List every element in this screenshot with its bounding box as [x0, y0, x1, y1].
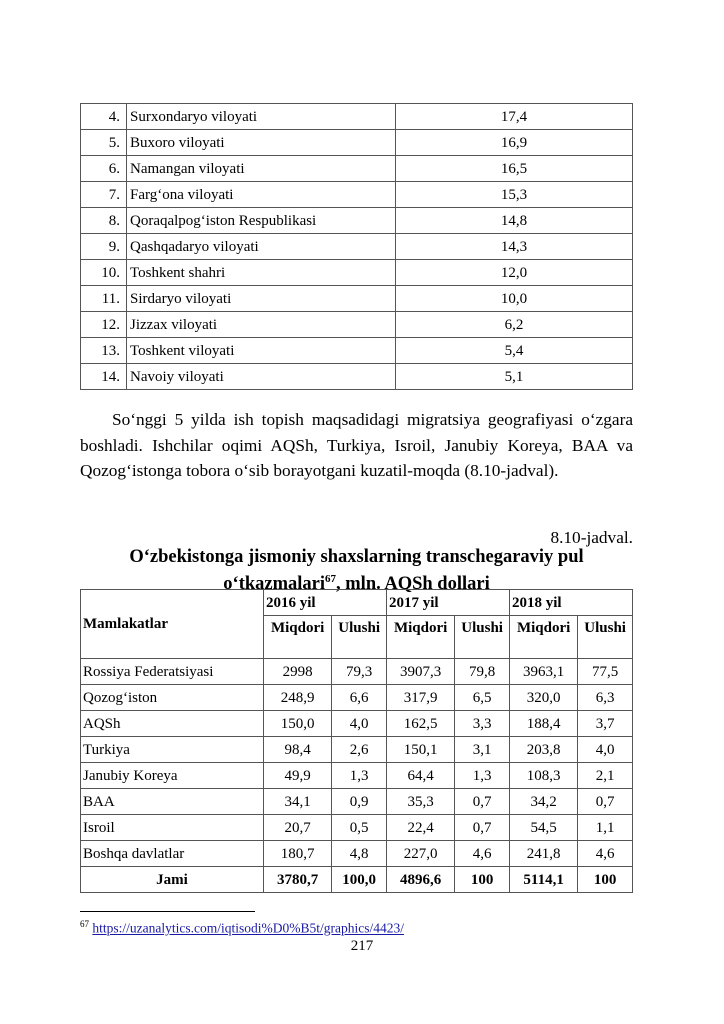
table-row — [81, 659, 633, 685]
country-name: Boshqa davlatlar — [81, 841, 264, 867]
region-value: 10,0 — [396, 286, 633, 312]
header-share: Ulushi — [332, 616, 387, 659]
amount-cell: 150,0 — [264, 711, 332, 737]
share-cell: 1,3 — [332, 763, 387, 789]
country-name: Qozog‘iston — [81, 685, 264, 711]
amount-cell: 227,0 — [386, 841, 454, 867]
share-cell: 4,0 — [332, 711, 387, 737]
share-cell: 4,0 — [578, 737, 633, 763]
region-name: Qoraqalpog‘iston Respublikasi — [127, 208, 396, 234]
title-line-1: O‘zbekistonga jismoniy shaxslarning transchegaraviy pul — [129, 547, 584, 567]
table-caption: 8.10-jadval. — [550, 528, 633, 547]
amount-cell: 320,0 — [509, 685, 577, 711]
amount-cell: 34,1 — [264, 789, 332, 815]
header-amount: Miqdori — [264, 616, 332, 659]
amount-cell: 64,4 — [386, 763, 454, 789]
region-name: Navoiy viloyati — [127, 364, 396, 390]
region-name: Qashqadaryo viloyati — [127, 234, 396, 260]
region-value: 5,1 — [396, 364, 633, 390]
share-cell: 0,9 — [332, 789, 387, 815]
table-row — [81, 789, 633, 815]
row-number: 11. — [81, 286, 127, 312]
country-name: Janubiy Koreya — [81, 763, 264, 789]
amount-cell: 98,4 — [264, 737, 332, 763]
share-cell: 0,5 — [332, 815, 387, 841]
share-cell: 0,7 — [578, 789, 633, 815]
amount-cell: 108,3 — [509, 763, 577, 789]
header-share: Ulushi — [578, 616, 633, 659]
region-name: Jizzax viloyati — [127, 312, 396, 338]
share-cell: 100,0 — [332, 867, 387, 893]
body-paragraph: So‘nggi 5 yilda ish topish maqsadidagi migratsiya geografiyasi o‘zgara boshladi. Ishchilar oqimi AQSh, Turkiya, Isroil, Janubiy Koreya, BAA va Qozog‘istonga tobora o‘sib borayotgani kuzatil-moqda (8.10-jadval). — [80, 410, 633, 480]
share-cell: 4,8 — [332, 841, 387, 867]
region-value: 14,8 — [396, 208, 633, 234]
table-row — [81, 711, 633, 737]
table-title — [80, 546, 633, 595]
share-cell: 0,7 — [455, 815, 510, 841]
amount-cell: 180,7 — [264, 841, 332, 867]
country-name: Rossiya Federatsiyasi — [81, 659, 264, 685]
share-cell: 3,7 — [578, 711, 633, 737]
amount-cell: 162,5 — [386, 711, 454, 737]
header-year: 2016 yil — [264, 590, 387, 616]
table-row — [81, 130, 633, 156]
amount-cell: 248,9 — [264, 685, 332, 711]
table-row — [81, 338, 633, 364]
share-cell: 79,8 — [455, 659, 510, 685]
table-row — [81, 260, 633, 286]
share-cell: 2,6 — [332, 737, 387, 763]
country-name: Turkiya — [81, 737, 264, 763]
table-row — [81, 841, 633, 867]
country-name: AQSh — [81, 711, 264, 737]
header-year: 2017 yil — [386, 590, 509, 616]
total-row — [81, 867, 633, 893]
region-value: 17,4 — [396, 104, 633, 130]
header-countries: Mamlakatlar — [81, 590, 264, 659]
table-row — [81, 208, 633, 234]
row-number: 13. — [81, 338, 127, 364]
table-row — [81, 763, 633, 789]
amount-cell: 2998 — [264, 659, 332, 685]
footnote — [80, 919, 404, 937]
region-value: 15,3 — [396, 182, 633, 208]
table-row — [81, 312, 633, 338]
header-amount: Miqdori — [386, 616, 454, 659]
header-amount: Miqdori — [509, 616, 577, 659]
title-line-2-rest: , mln. AQSh dollari — [336, 574, 490, 595]
amount-cell: 34,2 — [509, 789, 577, 815]
table-row — [81, 815, 633, 841]
regions-table — [80, 103, 633, 390]
row-number: 7. — [81, 182, 127, 208]
region-name: Farg‘ona viloyati — [127, 182, 396, 208]
amount-cell: 317,9 — [386, 685, 454, 711]
row-number: 5. — [81, 130, 127, 156]
header-share: Ulushi — [455, 616, 510, 659]
share-cell: 6,3 — [578, 685, 633, 711]
remittances-table — [80, 589, 633, 893]
table-row — [81, 182, 633, 208]
region-name: Toshkent shahri — [127, 260, 396, 286]
footnote-divider — [80, 911, 255, 912]
row-number: 14. — [81, 364, 127, 390]
title-line-2: o‘tkazmalari — [223, 574, 326, 595]
amount-cell: 35,3 — [386, 789, 454, 815]
share-cell: 3,1 — [455, 737, 510, 763]
share-cell: 100 — [578, 867, 633, 893]
row-number: 9. — [81, 234, 127, 260]
amount-cell: 150,1 — [386, 737, 454, 763]
amount-cell: 4896,6 — [386, 867, 454, 893]
share-cell: 4,6 — [455, 841, 510, 867]
table-row — [81, 364, 633, 390]
row-number: 4. — [81, 104, 127, 130]
amount-cell: 188,4 — [509, 711, 577, 737]
row-number: 12. — [81, 312, 127, 338]
share-cell: 1,1 — [578, 815, 633, 841]
region-value: 5,4 — [396, 338, 633, 364]
region-value: 14,3 — [396, 234, 633, 260]
footnote-link[interactable]: https://uzanalytics.com/iqtisodi%D0%B5t/graphics/4423/ — [92, 920, 404, 936]
share-cell: 6,6 — [332, 685, 387, 711]
share-cell: 0,7 — [455, 789, 510, 815]
table-row — [81, 234, 633, 260]
amount-cell: 3907,3 — [386, 659, 454, 685]
row-number: 10. — [81, 260, 127, 286]
amount-cell: 241,8 — [509, 841, 577, 867]
share-cell: 79,3 — [332, 659, 387, 685]
region-value: 6,2 — [396, 312, 633, 338]
row-number: 8. — [81, 208, 127, 234]
amount-cell: 20,7 — [264, 815, 332, 841]
country-name: Jami — [81, 867, 264, 893]
share-cell: 2,1 — [578, 763, 633, 789]
page-number: 217 — [350, 938, 374, 954]
region-name: Sirdaryo viloyati — [127, 286, 396, 312]
amount-cell: 203,8 — [509, 737, 577, 763]
region-name: Namangan viloyati — [127, 156, 396, 182]
region-name: Toshkent viloyati — [127, 338, 396, 364]
amount-cell: 54,5 — [509, 815, 577, 841]
region-value: 16,9 — [396, 130, 633, 156]
table-row — [81, 286, 633, 312]
share-cell: 4,6 — [578, 841, 633, 867]
amount-cell: 3963,1 — [509, 659, 577, 685]
table-row — [81, 685, 633, 711]
table-row — [81, 737, 633, 763]
region-name: Buxoro viloyati — [127, 130, 396, 156]
footnote-number: 67 — [80, 919, 89, 929]
header-year: 2018 yil — [509, 590, 632, 616]
country-name: BAA — [81, 789, 264, 815]
share-cell: 100 — [455, 867, 510, 893]
region-value: 12,0 — [396, 260, 633, 286]
footnote-ref[interactable]: 67 — [325, 573, 337, 585]
amount-cell: 5114,1 — [509, 867, 577, 893]
amount-cell: 22,4 — [386, 815, 454, 841]
region-name: Surxondaryo viloyati — [127, 104, 396, 130]
row-number: 6. — [81, 156, 127, 182]
share-cell: 77,5 — [578, 659, 633, 685]
region-value: 16,5 — [396, 156, 633, 182]
table-row — [81, 104, 633, 130]
share-cell: 1,3 — [455, 763, 510, 789]
share-cell: 3,3 — [455, 711, 510, 737]
amount-cell: 3780,7 — [264, 867, 332, 893]
table-row — [81, 156, 633, 182]
share-cell: 6,5 — [455, 685, 510, 711]
amount-cell: 49,9 — [264, 763, 332, 789]
country-name: Isroil — [81, 815, 264, 841]
